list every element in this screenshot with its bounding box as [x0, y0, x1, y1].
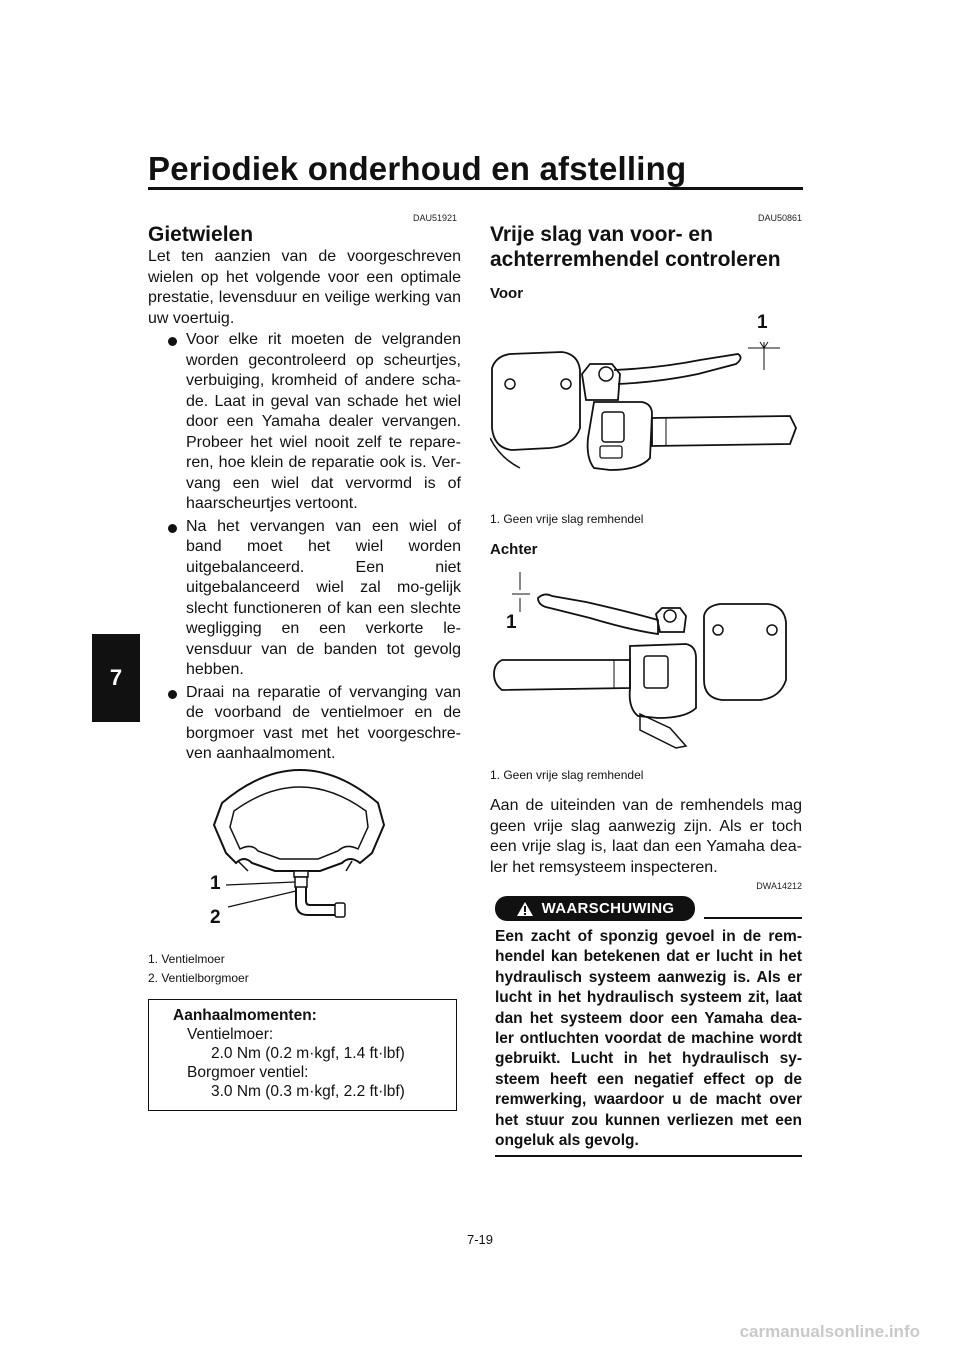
- spec-item: Ventielmoer:: [187, 1026, 274, 1043]
- spec-value: 2.0 Nm (0.2 m·kgf, 1.4 ft·lbf): [211, 1045, 405, 1062]
- figure-caption: 2. Ventielborgmoer: [148, 971, 249, 985]
- figure-caption: 1. Ventielmoer: [148, 952, 225, 966]
- list-item: Na het vervangen van een wiel of band moet het wiel worden uitgebalanceerd. Een niet uitgebalanceerd wiel zal mo-gelijk slecht functioneren of kan een slechte wegligging en een verkorte le-vensduur van de banden tot gevolg hebben.: [165, 517, 461, 681]
- figure-label: 1: [506, 612, 517, 633]
- figure-caption: 1. Geen vrije slag remhendel: [490, 512, 644, 526]
- chapter-tab: 7: [92, 634, 140, 722]
- section-heading: Vrije slag van voor- en achterremhendel controleren: [490, 223, 781, 271]
- bullet-icon: [168, 690, 177, 699]
- figure-label: 2: [210, 907, 221, 928]
- spec-item: Borgmoer ventiel:: [187, 1064, 309, 1081]
- brake-paragraph: Aan de uiteinden van de remhendels mag geen vrije slag aanwezig zijn. Als er toch een vrije slag is, laat dan een Yamaha dea-ler het remsysteem inspecteren.: [490, 797, 802, 876]
- warning-text: Een zacht of sponzig gevoel in de rem-hendel kan betekenen dat er lucht in het hydraulisch systeem aanwezig is. Als er lucht in het hydraulisch systeem zit, laat dan het systeem door een Yamaha dea-ler ontluchten voordat de machine wordt gebruikt. Lucht in het hydraulisch sy-steem heeft een negatief effect op de remwerking, waardoor u de macht over het stuur zou kunnen verliezen met een ongeluk als gevolg.: [495, 928, 802, 1150]
- bullet-icon: [168, 337, 177, 346]
- watermark: carmanualsonline.info: [739, 1322, 920, 1341]
- torque-spec-box: [148, 999, 457, 1111]
- warning-label: WAARSCHUWING: [541, 900, 675, 917]
- warning-rule: [704, 917, 802, 919]
- figure-caption: 1. Geen vrije slag remhendel: [490, 768, 644, 782]
- warning-badge: [495, 896, 695, 921]
- spec-title: Aanhaalmomenten:: [173, 1007, 317, 1024]
- warning-triangle-icon: [516, 901, 534, 917]
- bullet-list: [148, 330, 461, 765]
- subsection-label: Achter: [490, 541, 538, 558]
- section-body: [148, 247, 461, 767]
- page-title: Periodiek onderhoud en afstelling: [148, 150, 687, 187]
- rear-brake-lever-illustration: [490, 568, 800, 753]
- list-item: Draai na reparatie of vervanging van de voorband de ventielmoer en de borgmoer vast met het voorgeschre-ven aanhaalmoment.: [165, 683, 461, 765]
- spec-value: 3.0 Nm (0.3 m·kgf, 2.2 ft·lbf): [211, 1083, 405, 1100]
- warning-code: DWA14212: [756, 881, 802, 891]
- figure-label: 1: [210, 873, 221, 894]
- title-divider: [148, 187, 803, 190]
- intro-paragraph: Let ten aanzien van de voorgeschreven wielen op het volgende voor een optimale prestatie, levensduur en veilige werking van uw voertuig.: [148, 248, 461, 327]
- list-item: Voor elke rit moeten de velgranden worden gecontroleerd op scheurtjes, verbuiging, kromheid of andere scha-de. Laat in geval van schade het wiel door een Yamaha dealer vervangen. Probeer het wiel nooit zelf te repare-ren, hoe klein de reparatie ook is. Ver-vang een wiel dat vervormd is of haarscheurtjes vertoont.: [165, 330, 461, 515]
- figure-label: 1: [757, 312, 768, 333]
- warning-end-rule: [495, 1155, 802, 1157]
- bullet-icon: [168, 524, 177, 533]
- wheel-valve-illustration: [200, 755, 400, 940]
- subsection-label: Voor: [490, 285, 524, 302]
- section-code: DAU50861: [757, 213, 802, 223]
- page-number: 7-19: [466, 1232, 494, 1247]
- front-brake-lever-illustration: [490, 318, 800, 483]
- section-code: DAU51921: [412, 213, 457, 223]
- section-heading: Gietwielen: [148, 223, 254, 246]
